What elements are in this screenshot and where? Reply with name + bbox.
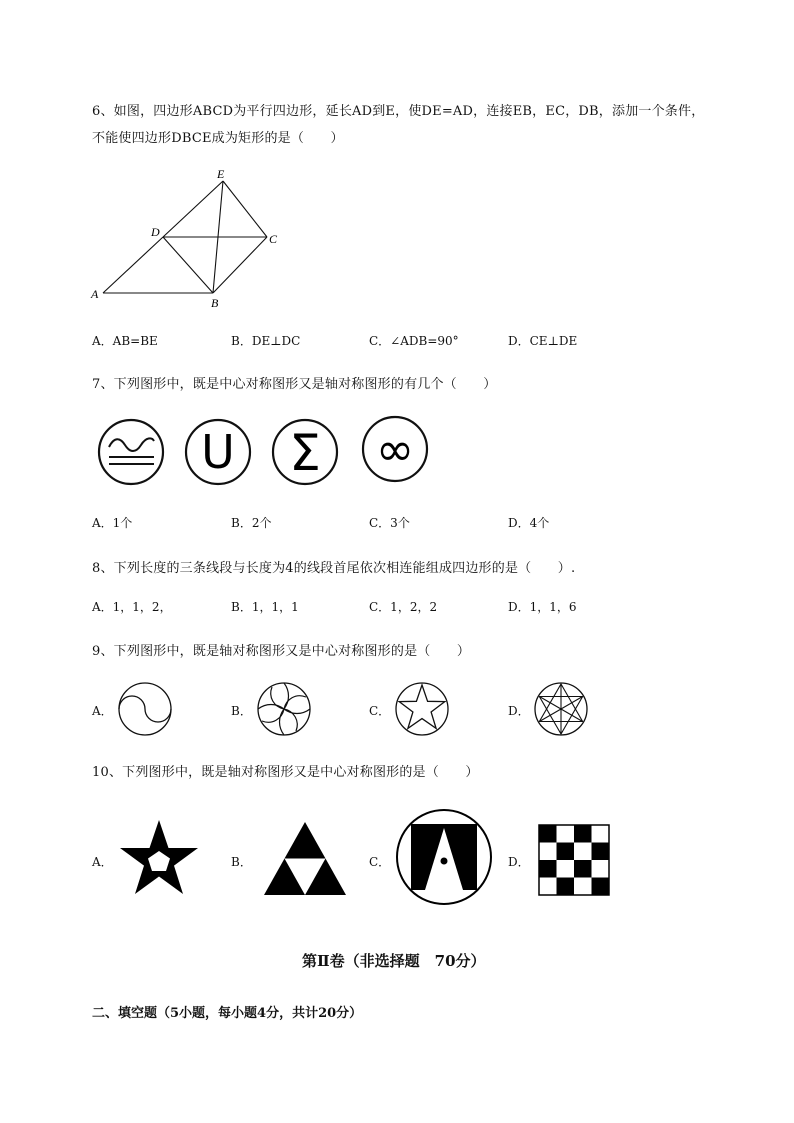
- infinity-icon: ∞: [375, 422, 415, 476]
- q9-option-b[interactable]: B．: [231, 704, 252, 718]
- black-star-figure: [118, 818, 200, 898]
- swirl-figure: [256, 681, 312, 737]
- q10-option-d[interactable]: D．: [508, 855, 530, 869]
- q9-option-c[interactable]: C．: [369, 704, 391, 718]
- q9-option-d[interactable]: D．: [508, 704, 530, 718]
- section2-title: 二、填空题（5小题，每小题4分，共计20分）: [92, 1006, 363, 1021]
- label-d: D: [151, 225, 160, 239]
- wave-lines-icon: [109, 438, 154, 464]
- q7-option-b[interactable]: B．2个: [231, 516, 272, 530]
- q7-option-c[interactable]: C．3个: [369, 516, 410, 530]
- q6-option-a[interactable]: A．AB=BE: [92, 334, 158, 348]
- q9-text: 9、下列图形中，既是轴对称图形又是中心对称图形的是（ ）: [92, 644, 471, 659]
- yin-yang-figure: [117, 681, 173, 737]
- checkerboard-figure: [538, 824, 611, 897]
- q7-symbols-figure: [92, 415, 442, 490]
- label-c: C: [269, 232, 278, 246]
- star-in-circle-figure: [394, 681, 450, 737]
- q8-option-a[interactable]: A．1，1，2，: [92, 600, 172, 614]
- q6-text-line1: 6、如图，四边形ABCD为平行四边形，延长AD到E，使DE=AD，连接EB，EC，DB，添加一个条件，: [92, 104, 705, 119]
- wave-symbol-circle: [99, 420, 163, 484]
- q6-text-line2: 不能使四边形DBCE成为矩形的是（ ）: [92, 131, 344, 146]
- u-letter-icon: U: [201, 425, 235, 479]
- q6-option-c[interactable]: C．∠ADB=90°: [369, 334, 459, 348]
- hexagram-figure: [533, 681, 589, 737]
- q10-option-c[interactable]: C．: [369, 855, 391, 869]
- triforce-figure: [262, 820, 348, 898]
- q8-text: 8、下列长度的三条线段与长度为4的线段首尾依次相连能组成四边形的是（ ）.: [92, 561, 576, 576]
- label-a: A: [91, 287, 99, 301]
- q6-option-d[interactable]: D．CE⊥DE: [508, 334, 578, 348]
- q10-text: 10、下列图形中，既是轴对称图形又是中心对称图形的是（ ）: [92, 765, 479, 780]
- q7-option-a[interactable]: A．1个: [92, 516, 133, 530]
- q7-option-d[interactable]: D．4个: [508, 516, 550, 530]
- q6-parallelogram-figure: [85, 165, 285, 310]
- q7-text: 7、下列图形中，既是中心对称图形又是轴对称图形的有几个（ ）: [92, 377, 497, 392]
- label-e: E: [217, 167, 225, 181]
- q8-option-d[interactable]: D．1，1，6: [508, 600, 577, 614]
- sigma-icon: Σ: [289, 424, 321, 482]
- q10-option-a[interactable]: A．: [92, 855, 113, 869]
- q9-option-a[interactable]: A．: [92, 704, 113, 718]
- q10-option-b[interactable]: B．: [231, 855, 252, 869]
- label-b: B: [211, 296, 219, 310]
- part2-title: 第Ⅱ卷（非选择题 70分）: [302, 952, 486, 970]
- q8-option-c[interactable]: C．1，2，2: [369, 600, 438, 614]
- q6-option-b[interactable]: B．DE⊥DC: [231, 334, 301, 348]
- square-in-circle-figure: [395, 808, 495, 906]
- q8-option-b[interactable]: B．1，1，1: [231, 600, 299, 614]
